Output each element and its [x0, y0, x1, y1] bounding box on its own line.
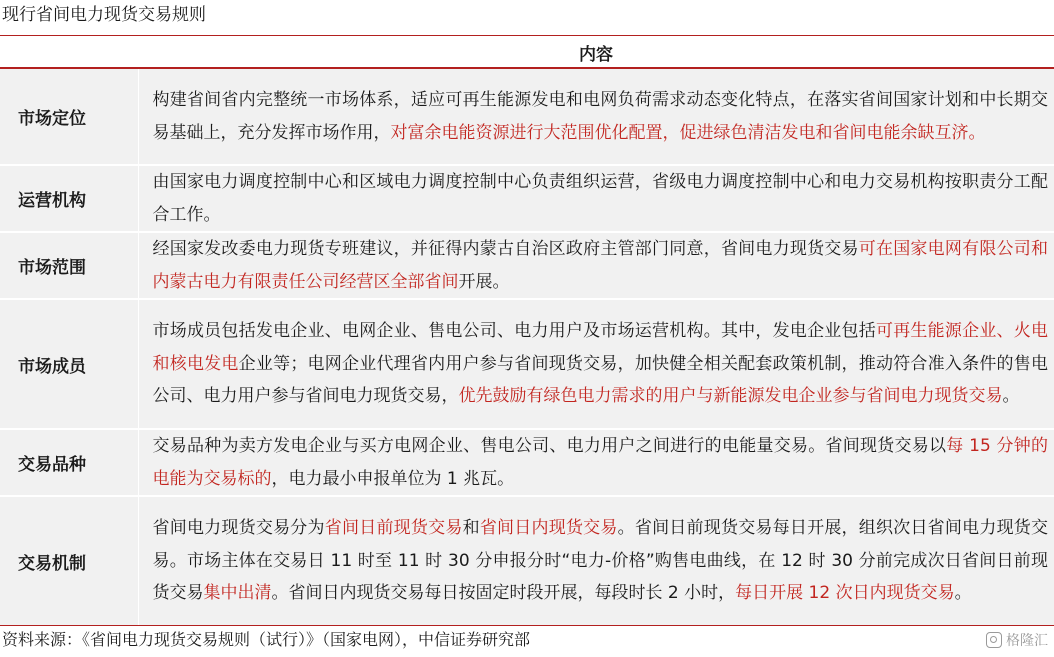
row-content	[138, 299, 1054, 429]
document-title: 现行省间电力现货交易规则	[2, 5, 206, 25]
highlighted-text: 可再生能源企业、火电和核电发电	[152, 321, 1048, 374]
body-text: 市场成员包括发电企业、电网企业、售电公司、电力用户及市场运营机构。其中，发电企业包括	[152, 321, 876, 342]
body-text: 。	[954, 583, 972, 604]
source-note: 资料来源：《省间电力现货交易规则（试行）》（国家电网），中信证券研究部	[2, 630, 531, 649]
bottom-divider	[0, 625, 1054, 626]
row-label: 市场成员	[0, 299, 138, 429]
highlighted-text: 每日开展 12 次日内现货交易	[735, 583, 955, 604]
body-text: 。省间日内现货交易每日按固定时段开展，每段时长 2 小时，	[271, 583, 736, 604]
row-label: 交易机制	[0, 496, 138, 626]
row-label: 交易品种	[0, 429, 138, 496]
table-row	[0, 496, 1054, 626]
row-content	[138, 68, 1054, 165]
body-text: ，电力最小申报单位为 1 兆瓦。	[271, 468, 515, 489]
row-content	[138, 165, 1054, 232]
table-row	[0, 165, 1054, 232]
body-text: 构建省间省内完整统一市场体系，适应可再生能源发电和电网负荷需求动态变化特点，在落实省间国家计划和中长期交易基础上，充分发挥市场作用，	[152, 90, 1048, 143]
highlighted-text: 可在国家电网有限公司和内蒙古电力有限责任公司经营区全部省间	[152, 239, 1049, 292]
watermark-text: 格隆汇	[1006, 633, 1048, 649]
body-text: 。	[1002, 386, 1020, 407]
highlighted-text: 对富余电能资源进行大范围优化配置，促进绿色清洁发电和省间电能余缺互济。	[390, 122, 986, 143]
body-text: 省间电力现货交易分为	[152, 518, 325, 539]
table-row	[0, 429, 1054, 496]
header-content-cell: 内容	[138, 37, 1054, 68]
watermark	[986, 630, 1048, 650]
top-divider	[0, 35, 1054, 36]
header-corner-cell	[0, 37, 138, 68]
table-row	[0, 299, 1054, 429]
rules-table	[0, 37, 1054, 627]
body-text: 由国家电力调度控制中心和区域电力调度控制中心负责组织运营，省级电力调度控制中心和电力交易机构按职责分工配合工作。	[152, 172, 1048, 225]
body-text: 开展。	[458, 271, 510, 292]
row-label: 市场定位	[0, 68, 138, 165]
table-row	[0, 68, 1054, 165]
highlighted-text: 集中出清	[203, 583, 272, 604]
highlighted-text: 省间日内现货交易	[479, 518, 618, 539]
table-header-row	[0, 37, 1054, 68]
row-label: 市场范围	[0, 232, 138, 299]
row-content	[138, 232, 1054, 299]
row-label: 运营机构	[0, 165, 138, 232]
table-row	[0, 232, 1054, 299]
body-text: 和	[462, 518, 480, 539]
row-content	[138, 496, 1054, 626]
highlighted-text: 省间日前现货交易	[324, 518, 463, 539]
highlighted-text: 优先鼓励有绿色电力需求的用户与新能源发电企业参与省间电力现货交易	[458, 386, 1003, 407]
body-text: 交易品种为卖方发电企业与买方电网企业、售电公司、电力用户之间进行的电能量交易。省间现货交易以	[152, 436, 947, 456]
body-text: 企业等；电网企业代理省内用户参与省间现货交易，加快健全相关配套政策机制，推动符合准入条件的售电公司、电力用户参与省间电力现货交易，	[152, 353, 1049, 407]
highlighted-text: 每 15 分钟的电能为交易标的	[152, 436, 1048, 489]
body-text: 经国家发改委电力现货专班建议，并征得内蒙古自治区政府主管部门同意，省间电力现货交易	[152, 239, 859, 259]
watermark-logo-icon	[986, 632, 1002, 648]
row-content	[138, 429, 1054, 496]
body-text: 。省间日前现货交易每日开展，组织次日省间电力现货交易。市场主体在交易日 11 时至 11 时 30 分申报分时“电力-价格”购售电曲线，在 12 时 30 分前完成次日省间日前现货交易	[152, 518, 1049, 604]
